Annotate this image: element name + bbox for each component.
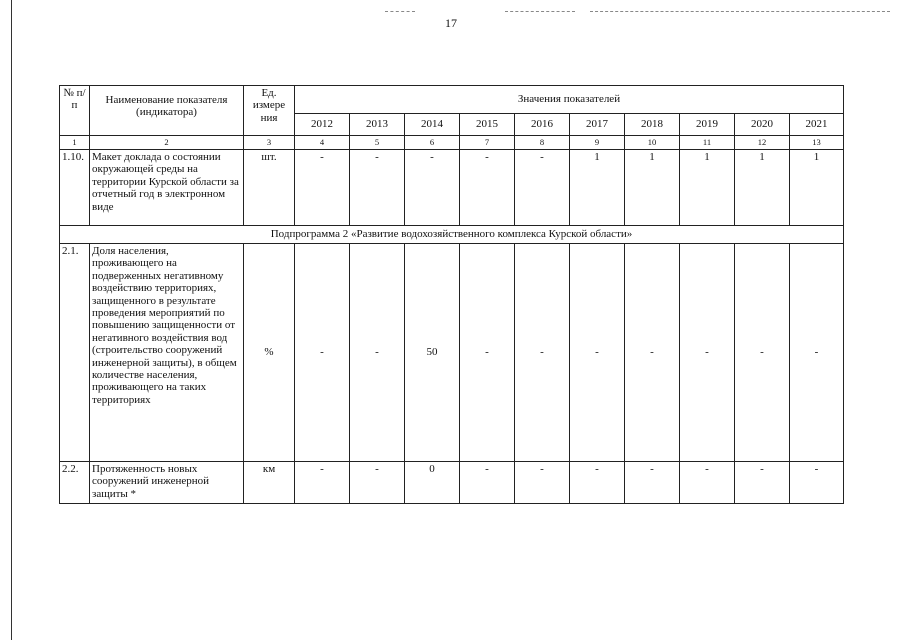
indicator-value: - [350, 462, 405, 504]
table-row [60, 244, 844, 462]
indicator-name: Протяженность новых сооружений инженерной защиты * [90, 462, 244, 504]
column-index: 6 [405, 136, 460, 150]
header-row-1 [60, 86, 844, 114]
indicator-value: 1 [570, 150, 625, 226]
row-number: 2.2. [60, 462, 90, 504]
header-year: 2017 [570, 114, 625, 136]
indicator-value: - [460, 462, 515, 504]
column-index: 13 [790, 136, 844, 150]
indicator-value: - [405, 150, 460, 226]
header-name: Наименование показателя (индикатора) [90, 86, 244, 136]
header-no: № п/п [60, 86, 90, 136]
indicator-value: - [515, 150, 570, 226]
column-index: 2 [90, 136, 244, 150]
column-index: 1 [60, 136, 90, 150]
table-row [60, 150, 844, 226]
section-title: Подпрограмма 2 «Развитие водохозяйственного комплекса Курской области» [60, 226, 844, 244]
column-index: 4 [295, 136, 350, 150]
column-index: 12 [735, 136, 790, 150]
indicator-value: 1 [790, 150, 844, 226]
header-year: 2018 [625, 114, 680, 136]
indicator-value: - [570, 244, 625, 462]
indicator-value: - [350, 150, 405, 226]
column-index: 10 [625, 136, 680, 150]
indicator-value: 1 [625, 150, 680, 226]
indicator-value: - [570, 462, 625, 504]
section-row [60, 226, 844, 244]
indicator-value: - [295, 462, 350, 504]
indicator-value: - [460, 244, 515, 462]
indicator-value: - [680, 462, 735, 504]
table-row [60, 462, 844, 504]
header-year: 2012 [295, 114, 350, 136]
indicator-name: Доля населения, проживающего на подверженных негативному воздействию территориях, защищенного в результате проведения мероприятий по повышению защищенности от негативного воздействия вод (строительство сооружений инженерной защиты), в общем количестве населения, проживающего на таких территориях [90, 244, 244, 462]
header-year: 2020 [735, 114, 790, 136]
scan-noise [385, 11, 415, 13]
indicator-value: - [735, 244, 790, 462]
indicator-unit: шт. [244, 150, 295, 226]
page-number: 17 [445, 16, 457, 30]
column-index-row [60, 136, 844, 150]
indicator-value: - [295, 150, 350, 226]
header-values-group: Значения показателей [295, 86, 844, 114]
column-index: 9 [570, 136, 625, 150]
indicator-value: - [680, 244, 735, 462]
indicator-value: - [515, 462, 570, 504]
indicator-value: - [790, 462, 844, 504]
header-year: 2014 [405, 114, 460, 136]
indicator-value: - [625, 462, 680, 504]
indicator-value: - [735, 462, 790, 504]
indicator-value: 1 [735, 150, 790, 226]
indicator-value: - [515, 244, 570, 462]
indicators-table [59, 85, 844, 504]
indicator-value: 1 [680, 150, 735, 226]
indicator-value: - [460, 150, 515, 226]
column-index: 11 [680, 136, 735, 150]
row-number: 2.1. [60, 244, 90, 462]
indicator-unit: км [244, 462, 295, 504]
column-index: 8 [515, 136, 570, 150]
indicator-value: - [295, 244, 350, 462]
indicator-unit: % [244, 244, 295, 462]
header-year: 2019 [680, 114, 735, 136]
header-year: 2016 [515, 114, 570, 136]
page-edge-line [11, 0, 12, 640]
column-index: 5 [350, 136, 405, 150]
header-year: 2013 [350, 114, 405, 136]
row-number: 1.10. [60, 150, 90, 226]
indicator-value: 0 [405, 462, 460, 504]
indicator-value: - [790, 244, 844, 462]
scan-noise [590, 11, 890, 13]
indicator-name: Макет доклада о состоянии окружающей среды на территории Курской области за отчетный год в электронном виде [90, 150, 244, 226]
indicator-value: 50 [405, 244, 460, 462]
indicator-value: - [350, 244, 405, 462]
indicator-value: - [625, 244, 680, 462]
column-index: 3 [244, 136, 295, 150]
scan-noise [505, 11, 575, 13]
header-unit: Ед. измере ния [244, 86, 295, 136]
header-year: 2021 [790, 114, 844, 136]
column-index: 7 [460, 136, 515, 150]
header-year: 2015 [460, 114, 515, 136]
